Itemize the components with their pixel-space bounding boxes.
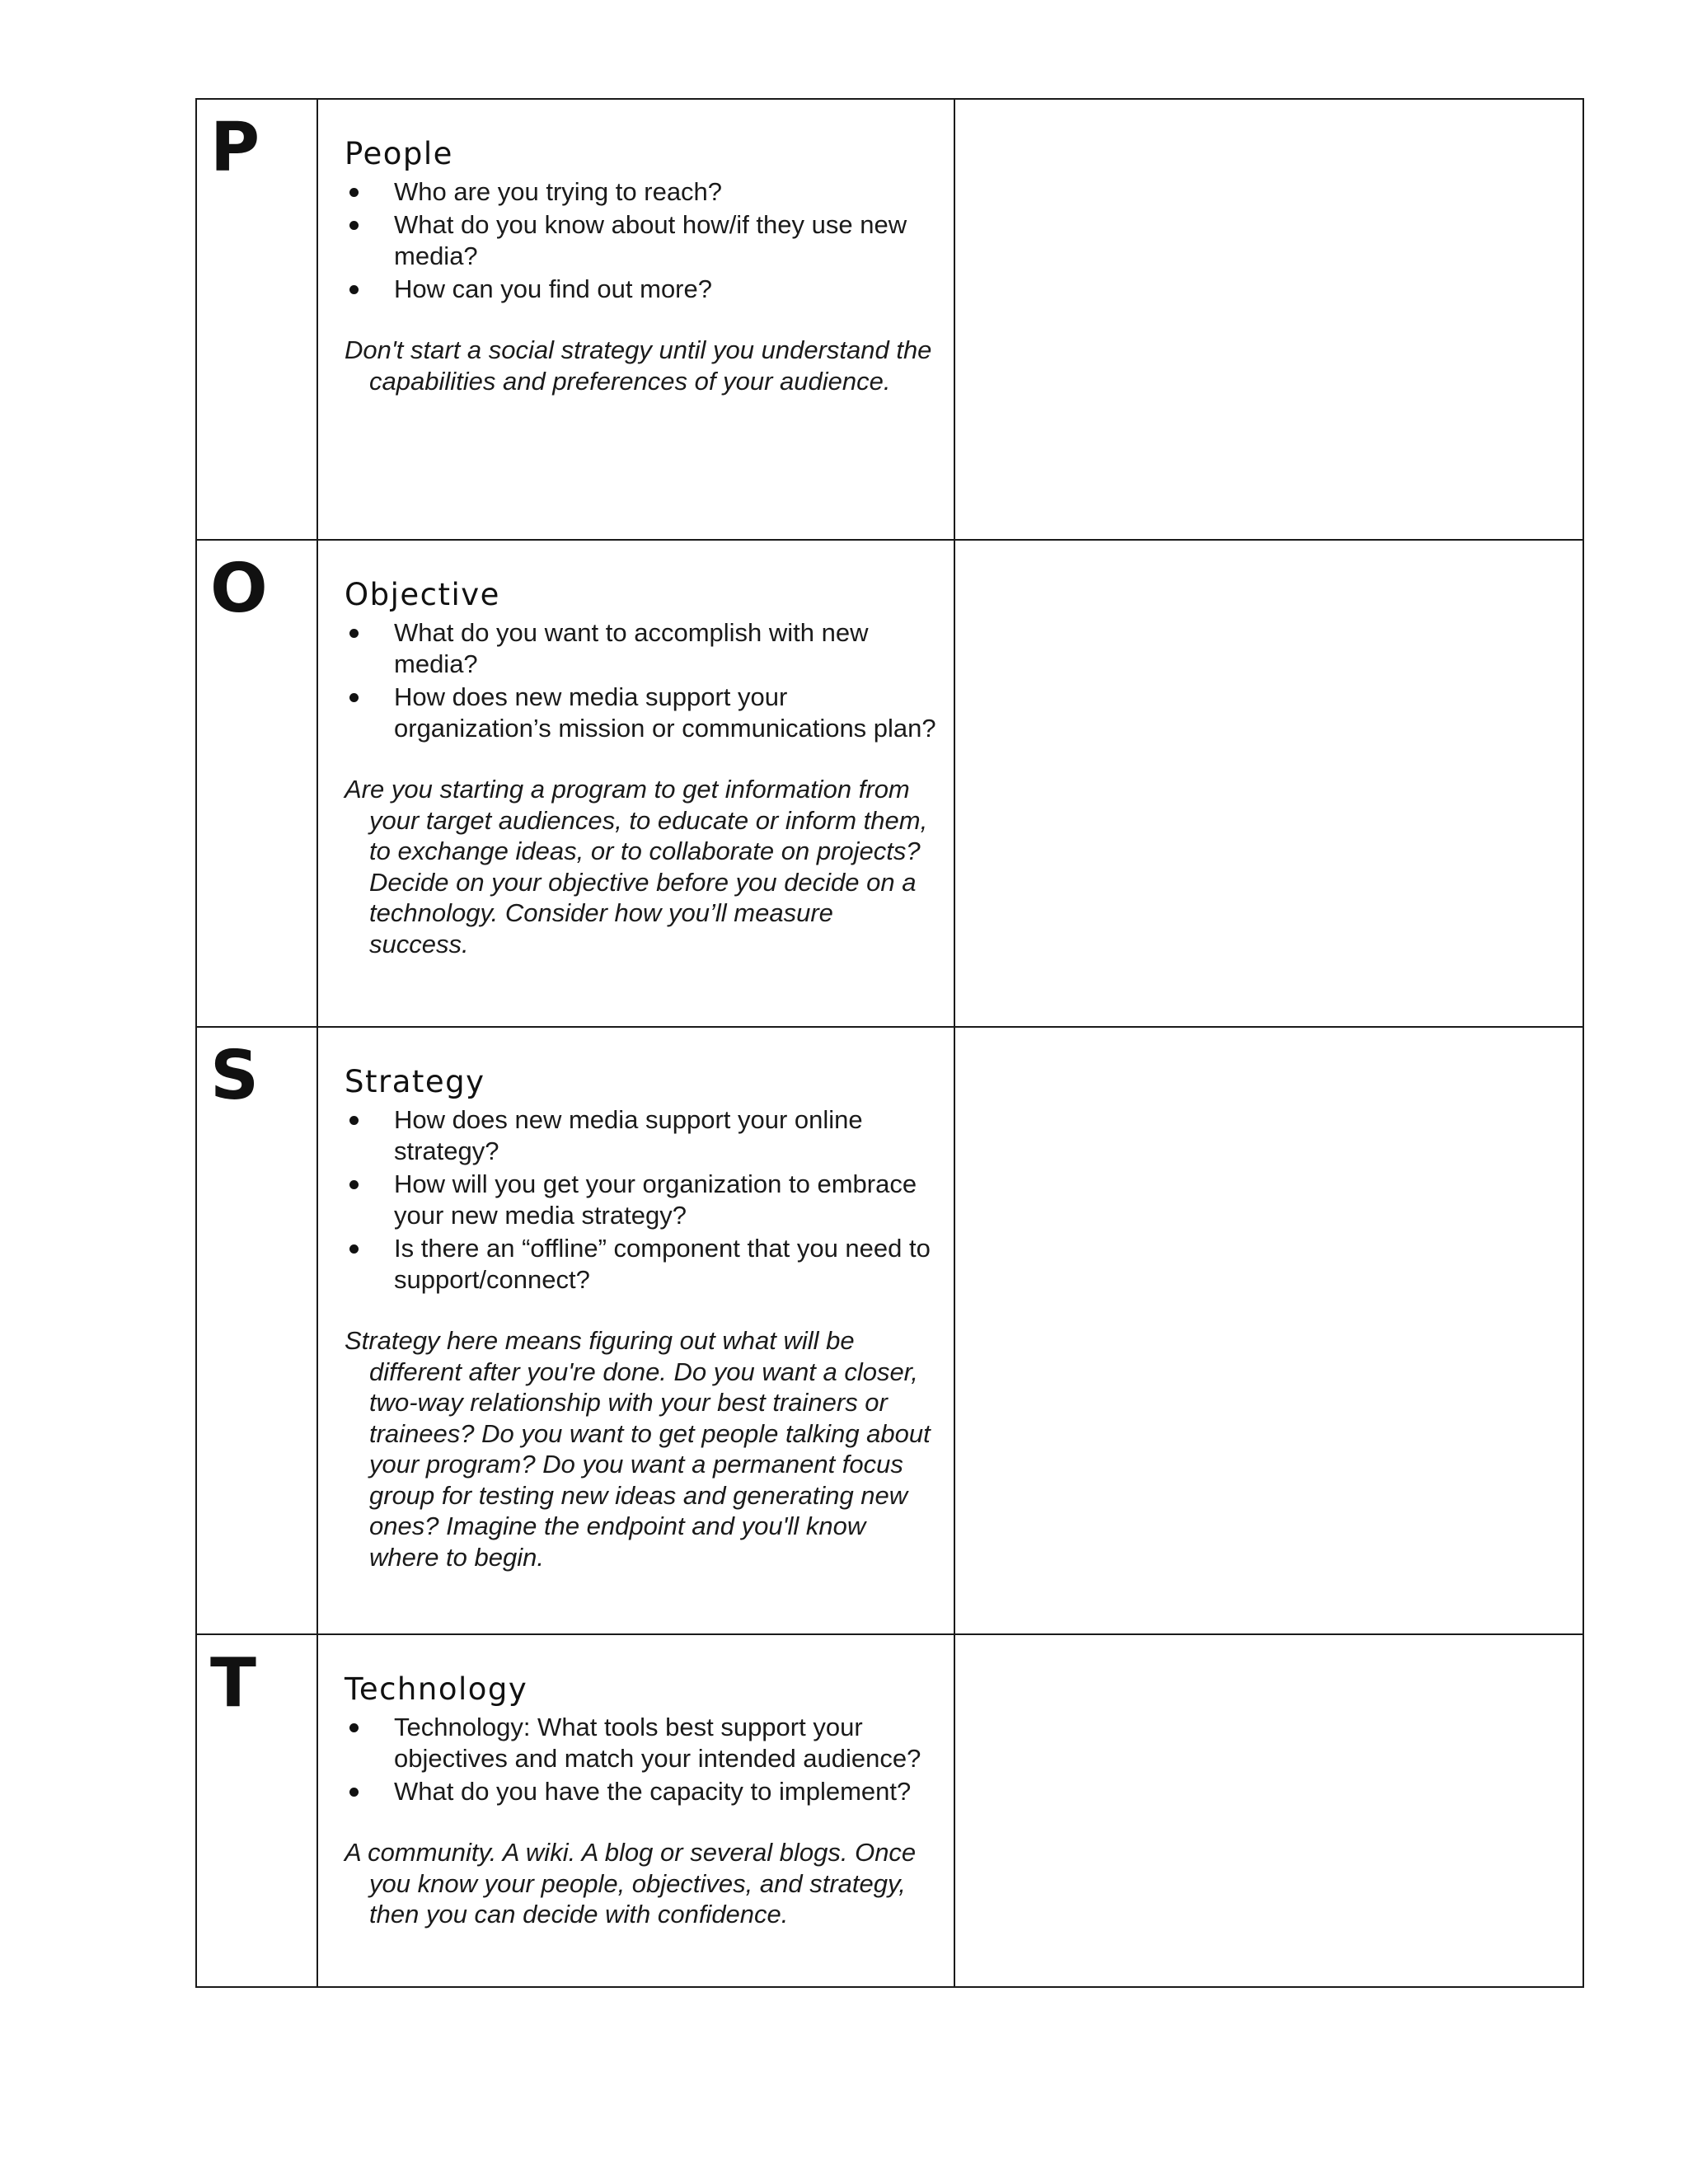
- section-letter: P: [210, 109, 260, 187]
- question-item: How can you find out more?: [345, 274, 937, 305]
- question-item: How does new media support your online strategy?: [345, 1104, 937, 1167]
- question-list: [345, 176, 937, 305]
- section-title: People: [345, 136, 453, 171]
- question-item: Who are you trying to reach?: [345, 176, 937, 208]
- letter-cell: [196, 99, 317, 540]
- section-note: Are you starting a program to get information from your target audiences, to educate or inform them, to exchange ideas, or to collaborate on projects? Decide on your objective before you decide on a technology. Consider how you’ll measure success.: [345, 775, 928, 958]
- question-item: How does new media support your organization’s mission or communications plan?: [345, 682, 937, 744]
- notes-answer-cell[interactable]: [954, 1027, 1583, 1634]
- question-item: What do you know about how/if they use new media?: [345, 209, 937, 272]
- section-row-people: [196, 99, 1583, 540]
- post-worksheet-table: [195, 98, 1584, 1988]
- notes-answer-cell[interactable]: [954, 1634, 1583, 1987]
- question-list: [345, 617, 937, 744]
- section-row-technology: [196, 1634, 1583, 1987]
- section-row-strategy: [196, 1027, 1583, 1634]
- section-row-objective: [196, 540, 1583, 1027]
- section-letter: T: [210, 1644, 256, 1722]
- question-item: What do you want to accomplish with new media?: [345, 617, 937, 680]
- guide-cell: [317, 99, 954, 540]
- letter-cell: [196, 540, 317, 1027]
- section-note: Don't start a social strategy until you understand the capabilities and preferences of your audience.: [345, 335, 932, 396]
- guide-cell: [317, 1027, 954, 1634]
- section-title: Strategy: [345, 1064, 485, 1099]
- notes-answer-cell[interactable]: [954, 540, 1583, 1027]
- section-note: A community. A wiki. A blog or several blogs. Once you know your people, objectives, and strategy, then you can decide with confidence.: [345, 1838, 917, 1929]
- question-item: Technology: What tools best support your objectives and match your intended audience?: [345, 1712, 937, 1774]
- section-letter: S: [210, 1037, 260, 1115]
- section-note: Strategy here means figuring out what will be different after you're done. Do you want a closer, two-way relationship with your best trainers or trainees? Do you want to get people talking about your program? Do you want a permanent focus group for testing new ideas and generating new ones? Imagine the endpoint and you'll know where to begin.: [345, 1326, 931, 1572]
- question-item: What do you have the capacity to implement?: [345, 1776, 937, 1807]
- question-list: [345, 1712, 937, 1807]
- guide-cell: [317, 1634, 954, 1987]
- section-letter: O: [210, 550, 268, 628]
- guide-cell: [317, 540, 954, 1027]
- section-title: Objective: [345, 577, 500, 612]
- question-list: [345, 1104, 937, 1296]
- section-title: Technology: [345, 1671, 528, 1707]
- question-item: How will you get your organization to embrace your new media strategy?: [345, 1169, 937, 1231]
- letter-cell: [196, 1634, 317, 1987]
- question-item: Is there an “offline” component that you need to support/connect?: [345, 1233, 937, 1296]
- letter-cell: [196, 1027, 317, 1634]
- notes-answer-cell[interactable]: [954, 99, 1583, 540]
